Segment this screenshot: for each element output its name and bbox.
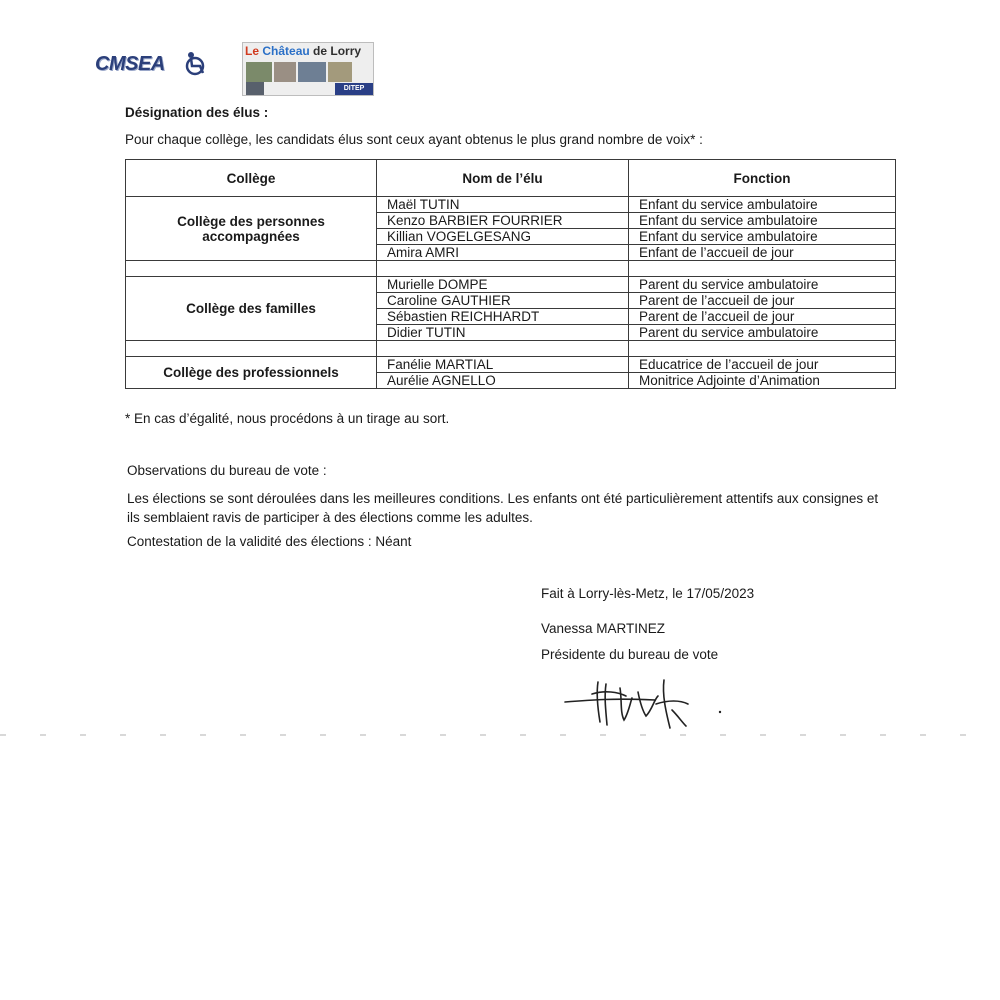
- elected-members-table: [125, 159, 896, 389]
- fonction-cell: Monitrice Adjointe d’Animation: [629, 373, 896, 389]
- chateau-logo-title: [245, 44, 371, 58]
- fonction-cell: Parent du service ambulatoire: [629, 325, 896, 341]
- fonction-cell: Parent du service ambulatoire: [629, 277, 896, 293]
- college-cell: Collège des familles: [126, 277, 377, 341]
- chateau-logo-title-first: Le: [245, 44, 260, 58]
- fonction-cell: Enfant du service ambulatoire: [629, 197, 896, 213]
- wheelchair-icon: [181, 50, 209, 78]
- section-title: Désignation des élus :: [125, 105, 269, 120]
- cmsea-logo: [95, 50, 210, 80]
- fonction-cell: Parent de l’accueil de jour: [629, 309, 896, 325]
- contestation-line: Contestation de la validité des élections : Néant: [127, 534, 412, 549]
- fonction-cell: Parent de l’accueil de jour: [629, 293, 896, 309]
- nom-cell: Sébastien REICHHARDT: [377, 309, 629, 325]
- nom-cell: Maël TUTIN: [377, 197, 629, 213]
- place-date: Fait à Lorry-lès-Metz, le 17/05/2023: [541, 586, 755, 601]
- footnote: * En cas d’égalité, nous procédons à un tirage au sort.: [125, 411, 450, 426]
- column-header-fonction: Fonction: [629, 160, 896, 197]
- nom-cell: Caroline GAUTHIER: [377, 293, 629, 309]
- table-row: [126, 277, 896, 293]
- column-header-nom: Nom de l’élu: [377, 160, 629, 197]
- table-header-row: [126, 160, 896, 197]
- separator-row: [126, 261, 896, 277]
- nom-cell: Didier TUTIN: [377, 325, 629, 341]
- nom-cell: Amira AMRI: [377, 245, 629, 261]
- column-header-college: Collège: [126, 160, 377, 197]
- observations-title: Observations du bureau de vote :: [127, 463, 327, 478]
- cmsea-logo-text: CMSEA: [95, 53, 165, 75]
- fonction-cell: Enfant du service ambulatoire: [629, 229, 896, 245]
- fonction-cell: Enfant de l’accueil de jour: [629, 245, 896, 261]
- college-cell: Collège des personnes accompagnées: [126, 197, 377, 261]
- chateau-photo-strip: [246, 62, 370, 84]
- separator-row: [126, 341, 896, 357]
- ditep-badge: DITEP: [335, 83, 373, 95]
- handwritten-signature: [560, 670, 750, 735]
- nom-cell: Fanélie MARTIAL: [377, 357, 629, 373]
- table-row: [126, 197, 896, 213]
- nom-cell: Killian VOGELGESANG: [377, 229, 629, 245]
- college-cell: Collège des professionnels: [126, 357, 377, 389]
- scan-edge-line: [0, 734, 1000, 736]
- signatory-name: Vanessa MARTINEZ: [541, 621, 666, 636]
- fonction-cell: Enfant du service ambulatoire: [629, 213, 896, 229]
- fonction-cell: Educatrice de l’accueil de jour: [629, 357, 896, 373]
- chateau-logo-title-mid: Château: [259, 44, 310, 58]
- nom-cell: Kenzo BARBIER FOURRIER: [377, 213, 629, 229]
- section-intro: Pour chaque collège, les candidats élus sont ceux ayant obtenus le plus grand nombre de voix* :: [125, 132, 703, 147]
- chateau-logo-title-end: de Lorry: [309, 44, 362, 58]
- observations-text: Les élections se sont déroulées dans les meilleures conditions. Les enfants ont été particulièrement attentifs aux consignes et ils semblaient ravis de participer à des élections comme les adultes.: [127, 491, 879, 525]
- table-row: [126, 357, 896, 373]
- nom-cell: Murielle DOMPE: [377, 277, 629, 293]
- nom-cell: Aurélie AGNELLO: [377, 373, 629, 389]
- signatory-role: Présidente du bureau de vote: [541, 647, 719, 662]
- chateau-de-lorry-logo: [242, 42, 374, 96]
